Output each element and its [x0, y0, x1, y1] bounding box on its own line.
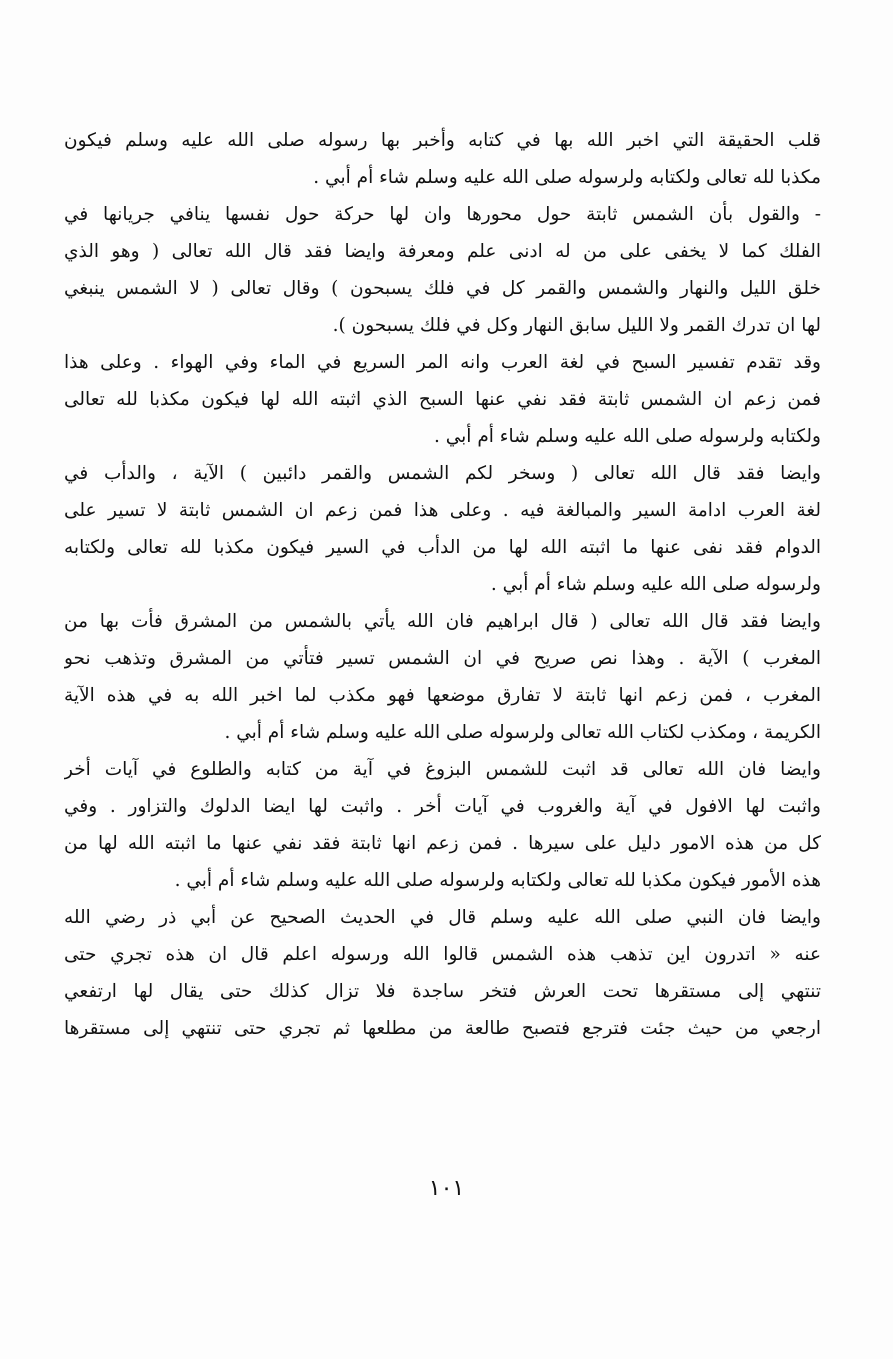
text-line: تنتهي إلى مستقرها تحت العرش فتخر ساجدة فلا تزال كذلك حتى يقال لها ارتفعي [64, 981, 821, 1002]
text-line: عنه « اتدرون اين تذهب هذه الشمس قالوا الله ورسوله اعلم قال ان هذه تجري حتى [64, 944, 821, 965]
text-line: ولكتابه ولرسوله صلى الله عليه وسلم شاء أم أبي . [433, 426, 821, 447]
text-line: خلق الليل والنهار والشمس والقمر كل في فلك يسبحون ) وقال تعالى ( لا الشمس ينبغي [64, 278, 821, 299]
text-line: لها ان تدرك القمر ولا الليل سابق النهار وكل في فلك يسبحون ). [332, 315, 821, 336]
text-line: - والقول بأن الشمس ثابتة حول محورها وان لها حركة حول نفسها ينافي جريانها في [64, 204, 821, 225]
paragraph-3 [64, 344, 821, 455]
paragraph-6 [64, 751, 821, 899]
paragraph-2 [64, 196, 821, 344]
text-line: لغة العرب ادامة السير والمبالغة فيه . وعلى هذا فمن زعم ان الشمس ثابتة لا تسير على [64, 500, 821, 521]
text-line: كل من هذه الامور دليل على سيرها . فمن زعم انها ثابتة فقد نفي عنها ما اثبته الله لها من [64, 833, 821, 854]
text-line: المغرب ) الآية . وهذا نص صريح في ان الشمس تسير فتأتي من المشرق وتذهب نحو [64, 648, 821, 669]
text-line: المغرب ، فمن زعم انها ثابتة لا تفارق موضعها فهو مكذب لما اخبر الله به في هذه الآية [64, 685, 821, 706]
text-line: الكريمة ، ومكذب لكتاب الله تعالى ولرسوله صلى الله عليه وسلم شاء أم أبي . [224, 722, 821, 743]
paragraph-5 [64, 603, 821, 751]
text-line: وايضا فان الله تعالى قد اثبت للشمس البزوغ في آية من كتابه والطلوع في آيات أخر [64, 759, 821, 780]
text-line: وايضا فان النبي صلى الله عليه وسلم قال في الحديث الصحيح عن أبي ذر رضي الله [64, 907, 821, 928]
text-line: قلب الحقيقة التي اخبر الله بها في كتابه وأخبر بها رسوله صلى الله عليه وسلم فيكون [64, 130, 821, 151]
text-line: ولرسوله صلى الله عليه وسلم شاء أم أبي . [490, 574, 821, 595]
text-line: هذه الأمور فيكون مكذبا لله تعالى ولكتابه ولرسوله صلى الله عليه وسلم شاء أم أبي . [174, 870, 821, 891]
text-line: ارجعي من حيث جئت فترجع فتصبح طالعة من مطلعها ثم تجري حتى تنتهي إلى مستقرها [64, 1018, 821, 1039]
text-line: مكذبا لله تعالى ولكتابه ولرسوله صلى الله عليه وسلم شاء أم أبي . [313, 167, 821, 188]
paragraph-1 [64, 122, 821, 196]
paragraph-4 [64, 455, 821, 603]
body-text [64, 122, 821, 1047]
text-line: الفلك كما لا يخفى على من له ادنى علم ومعرفة وايضا فقد قال الله تعالى ( وهو الذي [64, 241, 821, 262]
text-line: واثبت لها الافول في آية والغروب في آيات أخر . واثبت لها ايضا الدلوك والتزاور . وفي [64, 796, 821, 817]
text-line: وايضا فقد قال الله تعالى ( قال ابراهيم فان الله يأتي بالشمس من المشرق فأت بها من [64, 611, 821, 632]
text-line: الدوام فقد نفى عنها ما اثبته الله لها من الدأب في السير فيكون مكذبا لله تعالى ولكتابه [64, 537, 821, 558]
paragraph-7 [64, 899, 821, 1047]
text-line: وقد تقدم تفسير السبح في لغة العرب وانه المر السريع في الماء وفي الهواء . وعلى هذا [64, 352, 821, 373]
text-line: فمن زعم ان الشمس ثابتة فقد نفي عنها السبح الذي اثبته الله لها فيكون مكذبا لله تعالى [64, 389, 821, 410]
text-line: وايضا فقد قال الله تعالى ( وسخر لكم الشمس والقمر دائبين ) الآية ، والدأب في [64, 463, 821, 484]
page-number: ١٠١ [428, 1176, 465, 1201]
